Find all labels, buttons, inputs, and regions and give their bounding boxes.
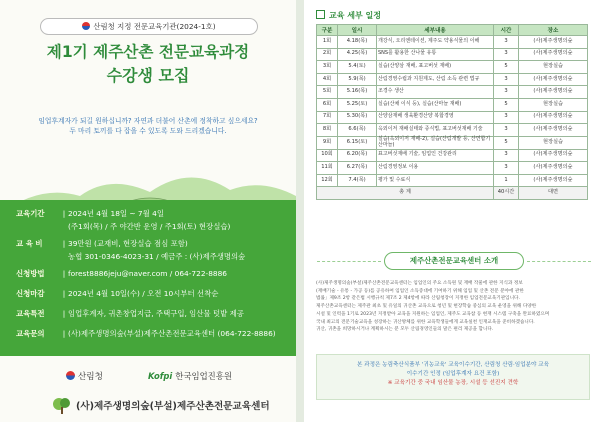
session-cell: 3회 [317,61,338,74]
session-cell: 5회 [317,86,338,99]
hours-cell: 3 [494,162,519,175]
date-cell: 6.20(목) [338,149,377,162]
deadline-label: 신청마감 [16,289,45,298]
footer [0,390,296,422]
session-cell: 4회 [317,73,338,86]
place-cell: 현장실습 [519,98,588,111]
partner-logos [0,356,296,390]
detail-cell: 개강식, 오리엔테이션, 제주도 약용식물의 이해 [377,36,494,49]
desc-line: 귀산, 귀촌을 희망하시거나 계획하시는 분 모두 산림경영인들의 말은 편리 제공을 합니다. [316,327,494,333]
hours-cell: 3 [494,111,519,124]
course-title: 제1기 제주산촌 전문교육과정 [46,43,250,61]
date-cell: 6.27(목) [338,162,377,175]
detail-cell: 옥외이저 재배실태와 증식법, 표고버섯재배 기술 [377,124,494,137]
forest-service-logo: 산림청 [66,370,103,382]
desc-line: (사)제주생명의숲(부설)제주산촌전문교육센터는 임업인의 주요 소득원 및 재배 작물에 관한 지식과 정보 [316,281,523,286]
government-emblem-icon [82,22,90,30]
notice-box [316,354,590,400]
right-page [304,0,600,422]
place-cell: (사)제주생명의숲 [519,124,588,137]
detail-cell: 산림경영수립과 지원제도, 산림 소득 관련 법규 [377,73,494,86]
table-row [317,48,588,61]
table-row [317,73,588,86]
date-cell: 4.18(목) [338,36,377,49]
detail-cell: 실습(산양삼 재배, 표고버섯 재배) [377,61,494,74]
total-label: 총 계 [317,187,494,200]
hours-cell: 5 [494,136,519,149]
hours-cell: 3 [494,124,519,137]
place-cell: (사)제주생명의숲 [519,48,588,61]
place-cell: (사)제주생명의숲 [519,149,588,162]
deadline-value: 2024년 4월 10일(수) / 오전 10시부터 선착순 [68,289,219,298]
place-cell: (사)제주생명의숲 [519,111,588,124]
session-cell: 12회 [317,174,338,187]
left-page [0,0,296,422]
total-hours: 40시간 [494,187,519,200]
hours-cell: 3 [494,36,519,49]
hours-cell: 5 [494,98,519,111]
notice-line-2: 이수기간 인정 (임업후계자 요건 포함) [406,371,500,377]
table-row [317,98,588,111]
date-cell: 5.4(토) [338,61,377,74]
header-detail: 세부내용 [377,25,494,36]
date-cell: 5.9(목) [338,73,377,86]
hours-cell: 3 [494,149,519,162]
table-row [317,86,588,99]
detail-cell: 실습(옥외이저 재배-2), 실습(산림개발 등, 산연합기 산마늘) [377,136,494,149]
session-cell: 2회 [317,48,338,61]
session-cell: 9회 [317,136,338,149]
date-cell: 7.4(목) [338,174,377,187]
apply-label: 신청방법 [16,269,45,278]
table-row [317,124,588,137]
designation-badge [40,18,258,35]
place-cell: (사)제주생명의숲 [519,36,588,49]
info-contact: 교육문의 | (사)제주생명의숲(부설)제주산촌전문교육센터 (064-722-8886) [16,329,276,338]
notice-line-1: 본 과정은 농림축산식품부 '귀농교육' 교육이수기간, 산림청 산림·임업분야 교육 [357,362,549,368]
header-session: 구분 [317,25,338,36]
organization-name: (사)제주생명의숲(부설)제주산촌전문교육센터 [76,401,270,412]
hours-cell: 3 [494,86,519,99]
detail-cell: SNS를 활용한 산나물 유통 [377,48,494,61]
session-cell: 1회 [317,36,338,49]
hours-cell: 5 [494,61,519,74]
period-value: 2024년 4월 18일 ~ 7월 4일 [68,209,164,218]
center-description [316,280,590,334]
table-total-row [317,187,588,200]
total-place: 대면 [519,187,588,200]
desc-line: (재배기술 - 유통 - 가공 등)를 공유하여 임업인 소득증대에 기여하기 위해 임업 및 산촌 전문 분야에 관한 [316,288,524,294]
intro-line-2: 두 마리 토끼를 다 잡을 수 있도록 도와 드리겠습니다. [69,127,227,135]
schedule-table [316,24,588,200]
period-label: 교육기간 [16,209,45,218]
fee-value: 39만원 (교재비, 현장실습 점심 포함) [68,239,188,248]
place-cell: (사)제주생명의숲 [519,73,588,86]
schedule-heading: 교육 세부 일정 [316,10,381,21]
fee-label: 교 육 비 [16,239,43,248]
desc-line: 법률」제9조 2항 같은법 시행규칙 제7조 2 제4항에 따라 산림청장이 지정한 임업전문교육기관입니다. [316,296,520,302]
detail-cell: 평가 및 수료식 [377,174,494,187]
contact-label: 교육문의 [16,329,45,338]
date-cell: 6.6(목) [338,124,377,137]
session-cell: 7회 [317,111,338,124]
session-cell: 6회 [317,98,338,111]
intro-text [18,116,278,136]
hours-cell: 1 [494,174,519,187]
info-apply: 신청방법 | forest8886jeju@naver.com / 064-722-8886 [16,269,228,278]
recruitment-title: 수강생 모집 [106,66,190,85]
session-cell: 8회 [317,124,338,137]
table-row [317,36,588,49]
table-row [317,162,588,175]
government-emblem-icon [66,371,75,380]
hours-cell: 3 [494,73,519,86]
desc-line: 국내 최고의 전문기술교육을 성장하는 귀산방체를 위한 교육학생들에게 교육실천 인재교육을 준비하겠습니다. [316,319,535,325]
detail-cell: 조경수 생산 [377,86,494,99]
notice-line-3: ※ 교육기간 중 국내 임산물 농장, 시설 등 선진지 견학 [387,380,519,386]
table-row [317,174,588,187]
header-hours: 시간 [494,25,519,36]
table-row [317,111,588,124]
hours-cell: 3 [494,48,519,61]
table-header-row [317,25,588,36]
place-cell: 현장실습 [519,61,588,74]
header-date: 일시 [338,25,377,36]
contact-value: (사)제주생명의숲(부설)제주산촌전문교육센터 (064-722-8886) [68,329,276,338]
center-intro-heading: 제주산촌전문교육센터 소개 [384,252,524,270]
place-cell: (사)제주생명의숲 [519,174,588,187]
detail-cell: 산림경영정보 이용 [377,162,494,175]
benefit-label: 교육특전 [16,309,45,318]
info-benefit: 교육특전 | 임업후계자, 귀촌창업지급, 주택구입, 임산물 텃밭 제공 [16,309,244,318]
info-deadline: 신청마감 | 2024년 4월 10일(수) / 오전 10시부터 선착순 [16,289,219,298]
info-fee: 교 육 비 | 39만원 (교재비, 현장실습 점심 포함) [16,239,188,248]
table-row [317,136,588,149]
checkbox-square-icon [316,10,325,19]
date-cell: 6.15(토) [338,136,377,149]
page-gutter [296,0,304,422]
table-row [317,149,588,162]
account-value: 농협 301-0346-4023-31 / 예금주 : (사)제주생명의숲 [68,252,246,261]
session-cell: 11회 [317,162,338,175]
place-cell: (사)제주생명의숲 [519,86,588,99]
place-cell: (사)제주생명의숲 [519,162,588,175]
detail-cell: 실습(산채 이식 등), 실습(산마늘 재배) [377,98,494,111]
tree-logo-icon [52,396,72,416]
place-cell: 현장실습 [519,136,588,149]
detail-cell: 표고버섯재배 기술, 임업인 건강관리 [377,149,494,162]
date-cell: 5.30(목) [338,111,377,124]
date-cell: 4.25(목) [338,48,377,61]
detail-cell: 산양삼재배 생육환경산양 복합경영 [377,111,494,124]
apply-value: forest8886jeju@naver.com / 064-722-8886 [68,269,228,278]
kofpi-logo: Kofpi 한국임업진흥원 [148,371,232,381]
table-row [317,61,588,74]
header-place: 장소 [519,25,588,36]
intro-line-1: 임업후계자가 되길 원하십니까? 자연과 더불어 산촌에 정착하고 싶으세요? [38,117,258,125]
desc-line: 제주산촌교육센터는 제주관 최초 및 유일의 귀산촌 교육으로 청년 및 현장학습 중심의 교육 운영을 위해 다양한 [316,304,537,310]
desc-line: 시설 및 인력을 1기로 2023년 지정받아 교육을 지원하는 임업인, 제주도 교육참 등 현재 시스템 구축을 완료하였으며 [316,311,550,317]
date-cell: 5.16(목) [338,86,377,99]
info-period: 교육기간 | 2024년 4월 18일 ~ 7월 4일 [16,209,164,218]
session-cell: 10회 [317,149,338,162]
benefit-value: 임업후계자, 귀촌창업지급, 주택구입, 임산물 텃밭 제공 [68,309,244,318]
designation-text: 산림청 지정 전문교육기관(2024-1호) [93,22,216,31]
date-cell: 5.25(토) [338,98,377,111]
period-note: (주1회(목) / 주 야간반 운영 / 주1회(토) 현장실습) [68,222,231,231]
